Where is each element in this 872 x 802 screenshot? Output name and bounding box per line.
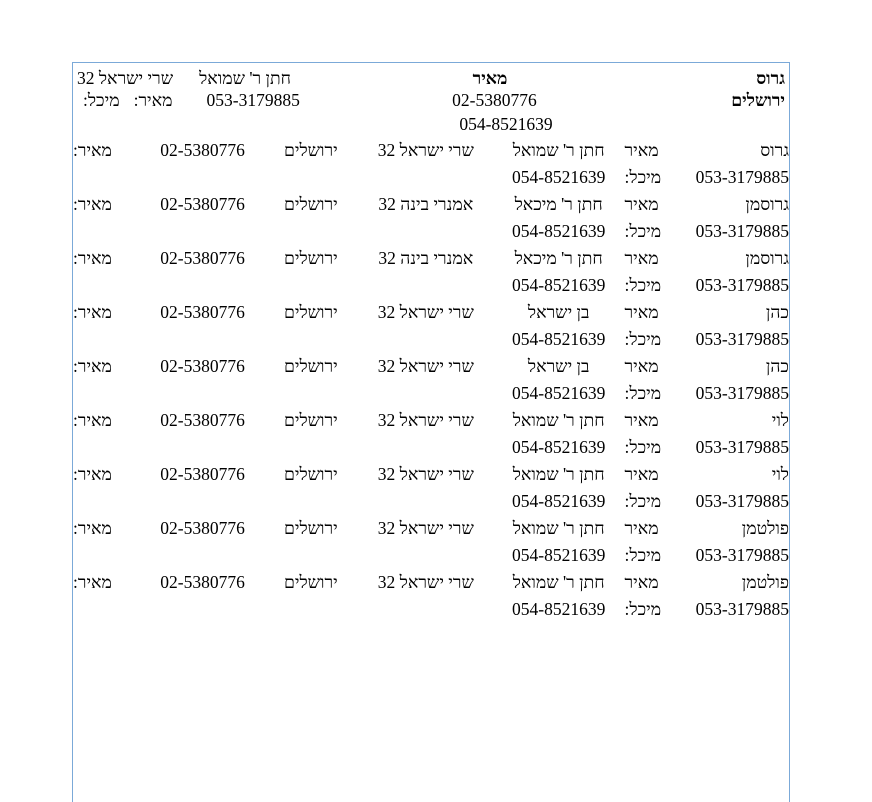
cell-last-name: גרוס [760,140,789,160]
cell-second-mobile: 054-8521639 [512,221,606,241]
cell-father: חתן ר' שמואל [512,410,605,430]
cell-city: ירושלים [283,248,338,268]
cell-first-name: מאיר [624,572,659,592]
table-row [73,299,789,326]
table-row [73,353,789,380]
cell-mobile: 053-3179885 [695,491,789,511]
cell-street: שרי ישראל 32 [377,464,474,484]
cell-mobile: 053-3179885 [695,383,789,403]
cell-second-label: מיכל: [624,599,662,619]
table-row [73,515,789,542]
cell-label: מאיר: [73,194,112,214]
cell-spacer-4 [73,596,142,623]
header-father: חתן ר' שמואל [199,68,292,88]
cell-spacer-3 [142,272,263,299]
cell-phone: 02-5380776 [160,302,245,322]
cell-street: שרי ישראל 32 [377,572,474,592]
table-row [73,245,789,272]
cell-label: מאיר: [73,572,112,592]
header-cell-owner-label: מאיר: [133,90,173,110]
cell-first-name: מאיר [624,248,659,268]
cell-spacer-2 [263,218,359,245]
cell-spacer-4 [73,488,142,515]
cell-spacer-4 [73,434,142,461]
cell-second-label: מיכל: [624,329,662,349]
cell-spacer-2 [263,164,359,191]
cell-last-name: לוי [771,464,789,484]
cell-label: מאיר: [73,464,112,484]
header-city: ירושלים [731,90,785,110]
cell-spacer-1 [359,218,493,245]
cell-phone: 02-5380776 [160,464,245,484]
cell-spacer-3 [142,164,263,191]
cell-phone: 02-5380776 [160,140,245,160]
records-table [73,137,789,623]
cell-second-mobile: 054-8521639 [512,275,606,295]
cell-spacer-2 [263,326,359,353]
document-page [72,62,790,802]
cell-second-mobile: 054-8521639 [512,437,606,457]
table-row [73,191,789,218]
document-body [73,63,789,623]
cell-city: ירושלים [283,464,338,484]
cell-second-label: מיכל: [624,167,662,187]
cell-father: חתן ר' שמואל [512,572,605,592]
table-row [73,569,789,596]
cell-last-name: גרוסמן [745,248,789,268]
cell-street: שרי ישראל 32 [377,302,474,322]
cell-first-name: מאיר [624,194,659,214]
cell-phone: 02-5380776 [160,356,245,376]
table-row-secondary [73,164,789,191]
cell-label: מאיר: [73,518,112,538]
cell-phone: 02-5380776 [160,194,245,214]
cell-phone: 02-5380776 [160,572,245,592]
cell-second-mobile: 054-8521639 [512,491,606,511]
cell-city: ירושלים [283,410,338,430]
cell-second-mobile: 054-8521639 [512,545,606,565]
header-phone: 02-5380776 [452,90,537,110]
table-row [73,137,789,164]
cell-spacer-4 [73,218,142,245]
cell-spacer-1 [359,272,493,299]
cell-street: אמנרי בינה 32 [378,194,474,214]
cell-last-name: כהן [765,356,789,376]
cell-city: ירושלים [283,356,338,376]
cell-spacer-2 [263,542,359,569]
cell-second-mobile: 054-8521639 [512,383,606,403]
header-row-primary [73,63,789,89]
table-row [73,461,789,488]
cell-spacer-2 [263,272,359,299]
cell-first-name: מאיר [624,302,659,322]
cell-spacer-3 [142,434,263,461]
cell-street: אמנרי בינה 32 [378,248,474,268]
cell-second-label: מיכל: [624,275,662,295]
cell-last-name: פולטמן [741,572,789,592]
cell-spacer-2 [263,380,359,407]
header-first-name: מאיר [472,68,508,88]
records-body [73,137,789,623]
cell-spacer-4 [73,380,142,407]
cell-father: חתן ר' שמואל [512,464,605,484]
table-row-secondary [73,272,789,299]
cell-father: חתן ר' מיכאל [514,248,603,268]
cell-father: חתן ר' שמואל [512,140,605,160]
cell-father: חתן ר' שמואל [512,518,605,538]
cell-spacer-3 [142,542,263,569]
table-row-secondary [73,542,789,569]
cell-spacer-1 [359,596,493,623]
cell-label: מאיר: [73,356,112,376]
cell-spacer-1 [359,326,493,353]
cell-street: שרי ישראל 32 [377,356,474,376]
cell-city: ירושלים [283,194,338,214]
header-last-name: גרוס [756,68,785,88]
cell-city: ירושלים [283,302,338,322]
cell-first-name: מאיר [624,464,659,484]
cell-spacer-1 [359,488,493,515]
cell-street: שרי ישראל 32 [377,410,474,430]
cell-second-label: מיכל: [624,437,662,457]
cell-last-name: פולטמן [741,518,789,538]
cell-first-name: מאיר [624,410,659,430]
cell-second-label: מיכל: [624,545,662,565]
table-row-secondary [73,434,789,461]
cell-spacer-2 [263,596,359,623]
cell-city: ירושלים [283,518,338,538]
cell-street: שרי ישראל 32 [377,140,474,160]
cell-spacer-4 [73,164,142,191]
cell-spacer-3 [142,218,263,245]
cell-first-name: מאיר [624,140,659,160]
cell-spacer-1 [359,380,493,407]
cell-phone: 02-5380776 [160,410,245,430]
cell-mobile: 053-3179885 [695,545,789,565]
table-row-secondary [73,380,789,407]
cell-spacer-2 [263,434,359,461]
cell-phone: 02-5380776 [160,518,245,538]
cell-spacer-3 [142,380,263,407]
header-street: שרי ישראל 32 [77,68,174,88]
cell-mobile: 053-3179885 [695,167,789,187]
table-row-secondary [73,326,789,353]
cell-spacer-1 [359,434,493,461]
cell-street: שרי ישראל 32 [377,518,474,538]
cell-second-mobile: 054-8521639 [512,599,606,619]
cell-father: בן ישראל [527,302,590,322]
cell-spacer-4 [73,326,142,353]
cell-second-label: מיכל: [624,221,662,241]
cell-spacer-3 [142,488,263,515]
cell-spacer-4 [73,272,142,299]
table-row-secondary [73,218,789,245]
cell-second-mobile: 054-8521639 [512,329,606,349]
cell-mobile: 053-3179885 [695,599,789,619]
cell-mobile: 053-3179885 [695,437,789,457]
cell-first-name: מאיר [624,356,659,376]
cell-mobile: 053-3179885 [695,221,789,241]
cell-spacer-2 [263,488,359,515]
cell-last-name: גרוסמן [745,194,789,214]
table-row-secondary [73,596,789,623]
cell-last-name: לוי [771,410,789,430]
cell-spacer-4 [73,542,142,569]
cell-last-name: כהן [765,302,789,322]
cell-second-label: מיכל: [624,383,662,403]
header-cell-phone: 053-3179885 [206,90,300,110]
cell-spacer-3 [142,326,263,353]
cell-city: ירושלים [283,572,338,592]
cell-second-label: מיכל: [624,491,662,511]
header-second-cell: 054-8521639 [459,114,553,134]
cell-second-mobile: 054-8521639 [512,167,606,187]
cell-label: מאיר: [73,302,112,322]
cell-label: מאיר: [73,410,112,430]
cell-father: חתן ר' מיכאל [514,194,603,214]
cell-label: מאיר: [73,248,112,268]
cell-spacer-1 [359,164,493,191]
cell-phone: 02-5380776 [160,248,245,268]
cell-spacer-1 [359,542,493,569]
table-row [73,407,789,434]
cell-spacer-3 [142,596,263,623]
header-row-secondary [73,89,789,111]
cell-city: ירושלים [283,140,338,160]
cell-first-name: מאיר [624,518,659,538]
table-row-secondary [73,488,789,515]
cell-mobile: 053-3179885 [695,275,789,295]
cell-father: בן ישראל [527,356,590,376]
cell-mobile: 053-3179885 [695,329,789,349]
cell-label: מאיר: [73,140,112,160]
header-second-label: מיכל: [83,90,120,110]
